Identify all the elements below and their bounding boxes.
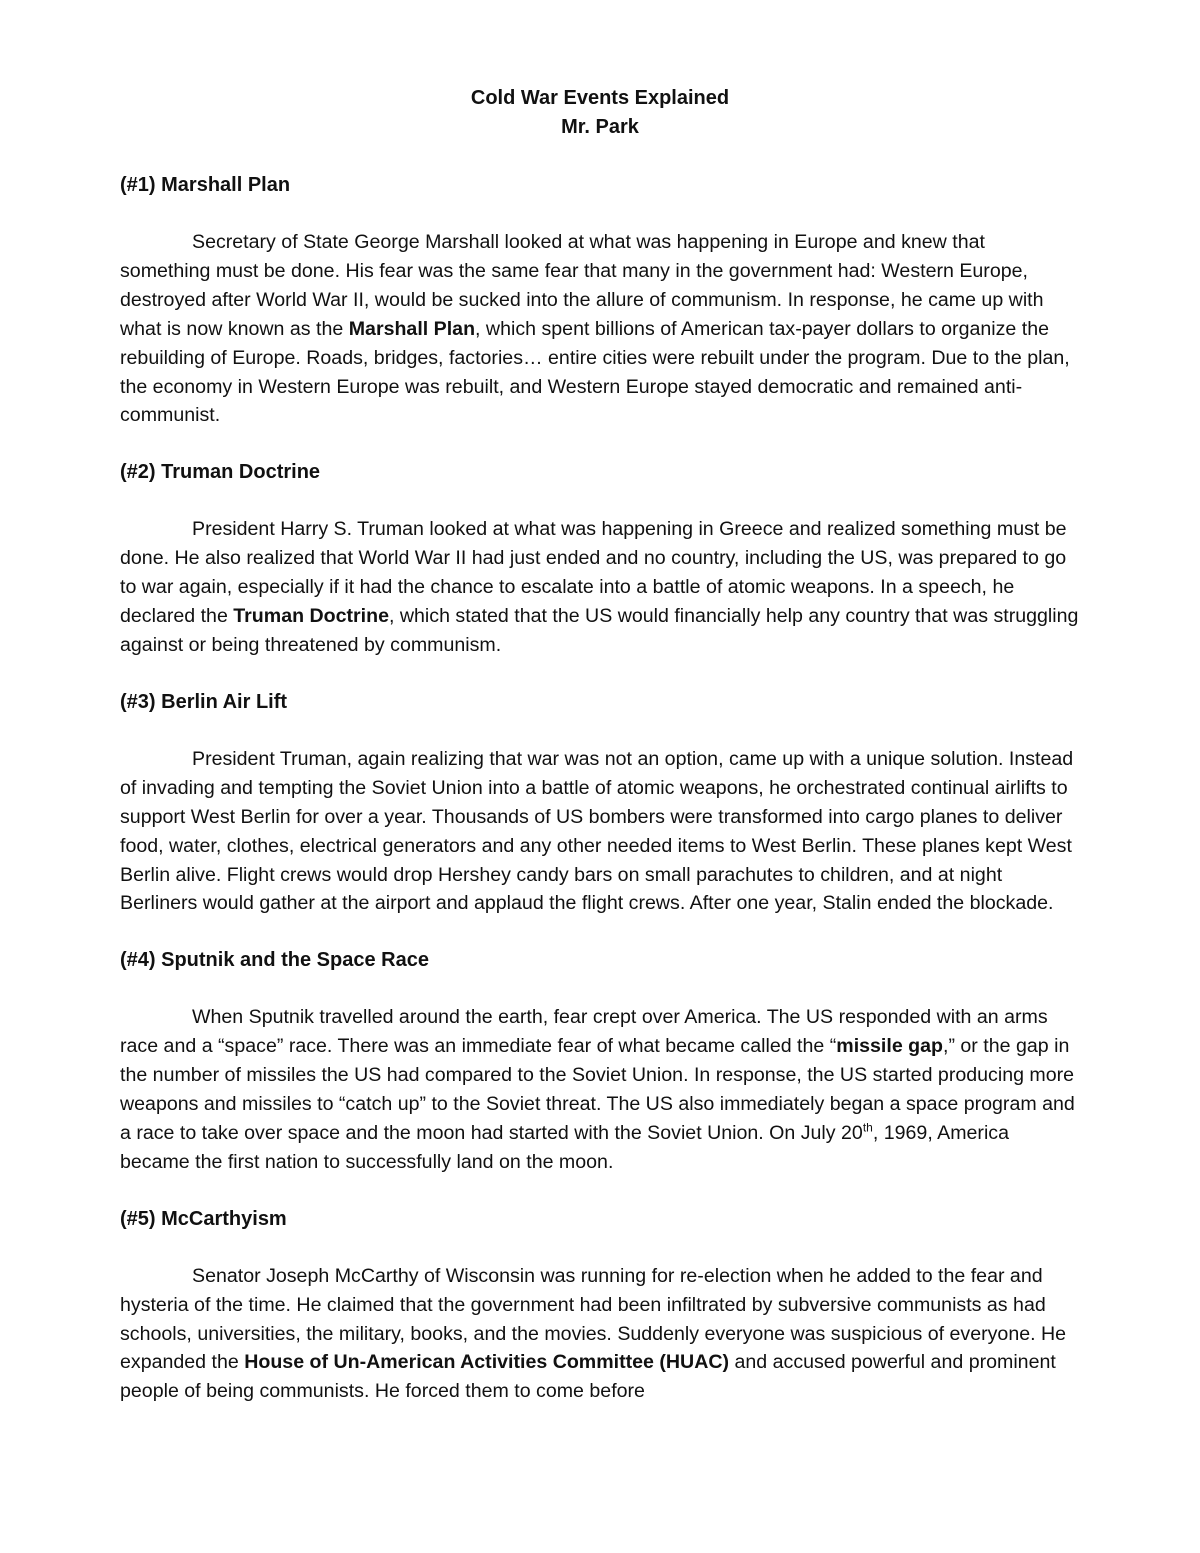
spacer: [120, 1177, 1080, 1205]
spacer: [120, 200, 1080, 228]
section-paragraph: [120, 745, 1080, 918]
section-paragraph: [120, 1262, 1080, 1407]
section-sputnik-space-race: [120, 946, 1080, 1204]
paragraph-text: Secretary of State George Marshall looked at what was happening in Europe and knew that something must be done. His fear was the same fear that many in the government had: Western Europe, destroyed after World War II, would be sucked into the allure of communism. In response, he came up with what is now known as the: [120, 231, 1044, 340]
section-heading: (#3) Berlin Air Lift: [120, 690, 288, 713]
spacer: [120, 142, 1080, 171]
section-heading: (#5) McCarthyism: [120, 1207, 287, 1230]
section-paragraph: [120, 515, 1080, 660]
section-paragraph: [120, 228, 1080, 430]
section-marshall-plan: [120, 171, 1080, 458]
document-page: [120, 84, 1080, 1406]
paragraph-text: , which stated that the US would financially help any country that was struggling against or being threatened by communism.: [120, 605, 1079, 656]
paragraph-text: ,” or the gap in the number of missiles the US had compared to the Soviet Union. In response, the US started producing more weapons and missiles to “catch up” to the Soviet threat. The US also immediately began a space program and a race to take over space and the moon had started with the Soviet Union. On July 20: [120, 1035, 1075, 1144]
paragraph-text: Senator Joseph McCarthy of Wisconsin was running for re-election when he added to the fear and hysteria of the time. He claimed that the government had been infiltrated by subversive communists as had schools, universities, the military, books, and the movies. Suddenly everyone was suspicious of everyone. He expanded the: [120, 1264, 1067, 1374]
paragraph-text: President Harry S. Truman looked at what was happening in Greece and realized something must be done. He also realized that World War II had just ended and no country, including the US, was prepared to go to war again, especially if it had the chance to escalate into a battle of atomic weapons. In a speech, he declared the: [120, 518, 1067, 628]
key-term: Marshall Plan: [348, 317, 476, 340]
document-title: Cold War Events Explained: [470, 87, 730, 109]
key-term: missile gap: [836, 1035, 943, 1058]
spacer: [120, 975, 1080, 1003]
paragraph-text: and accused powerful and prominent people of being communists. He forced them to come before: [120, 1351, 1056, 1403]
spacer: [120, 1234, 1080, 1262]
spacer: [120, 660, 1080, 688]
section-mccarthyism: [120, 1205, 1080, 1407]
section-truman-doctrine: [120, 458, 1080, 688]
section-paragraph: [120, 1003, 1080, 1176]
section-berlin-air-lift: [120, 688, 1080, 946]
spacer: [120, 487, 1080, 515]
section-heading: (#4) Sputnik and the Space Race: [120, 949, 429, 972]
ordinal-suffix: th: [862, 1120, 873, 1135]
paragraph-text: , 1969, America became the first nation to successfully land on the moon.: [120, 1121, 1009, 1173]
paragraph-text: When Sputnik travelled around the earth, fear crept over America. The US responded with an arms race and a “space” race. There was an immediate fear of what became called the “: [120, 1006, 1048, 1058]
key-term: House of Un-American Activities Committee (HUAC): [244, 1351, 730, 1374]
document-author: Mr. Park: [561, 116, 639, 138]
spacer: [120, 918, 1080, 946]
paragraph-text: , which spent billions of American tax-payer dollars to organize the rebuilding of Europe. Roads, bridges, factories… entire cities were rebuilt under the program. Due to the plan, the economy in Western Europe was rebuilt, and Western Europe stayed democratic and remained anti-communist.: [120, 317, 1070, 427]
spacer: [120, 717, 1080, 745]
section-heading: (#2) Truman Doctrine: [120, 461, 321, 484]
spacer: [120, 430, 1080, 458]
section-heading: (#1) Marshall Plan: [120, 174, 291, 196]
key-term: Truman Doctrine: [233, 605, 389, 628]
paragraph-text: President Truman, again realizing that war was not an option, came up with a unique solution. Instead of invading and tempting the Soviet Union into a battle of atomic weapons, he orchestrated continual airlifts to support West Berlin for over a year. Thousands of US bombers were transformed into cargo planes to deliver food, water, clothes, electrical generators and any other needed items to West Berlin. These planes kept West Berlin alive. Flight crews would drop Hershey candy bars on small parachutes to children, and at night Berliners would gather at the airport and applaud the flight crews. After one year, Stalin ended the blockade.: [120, 747, 1074, 915]
